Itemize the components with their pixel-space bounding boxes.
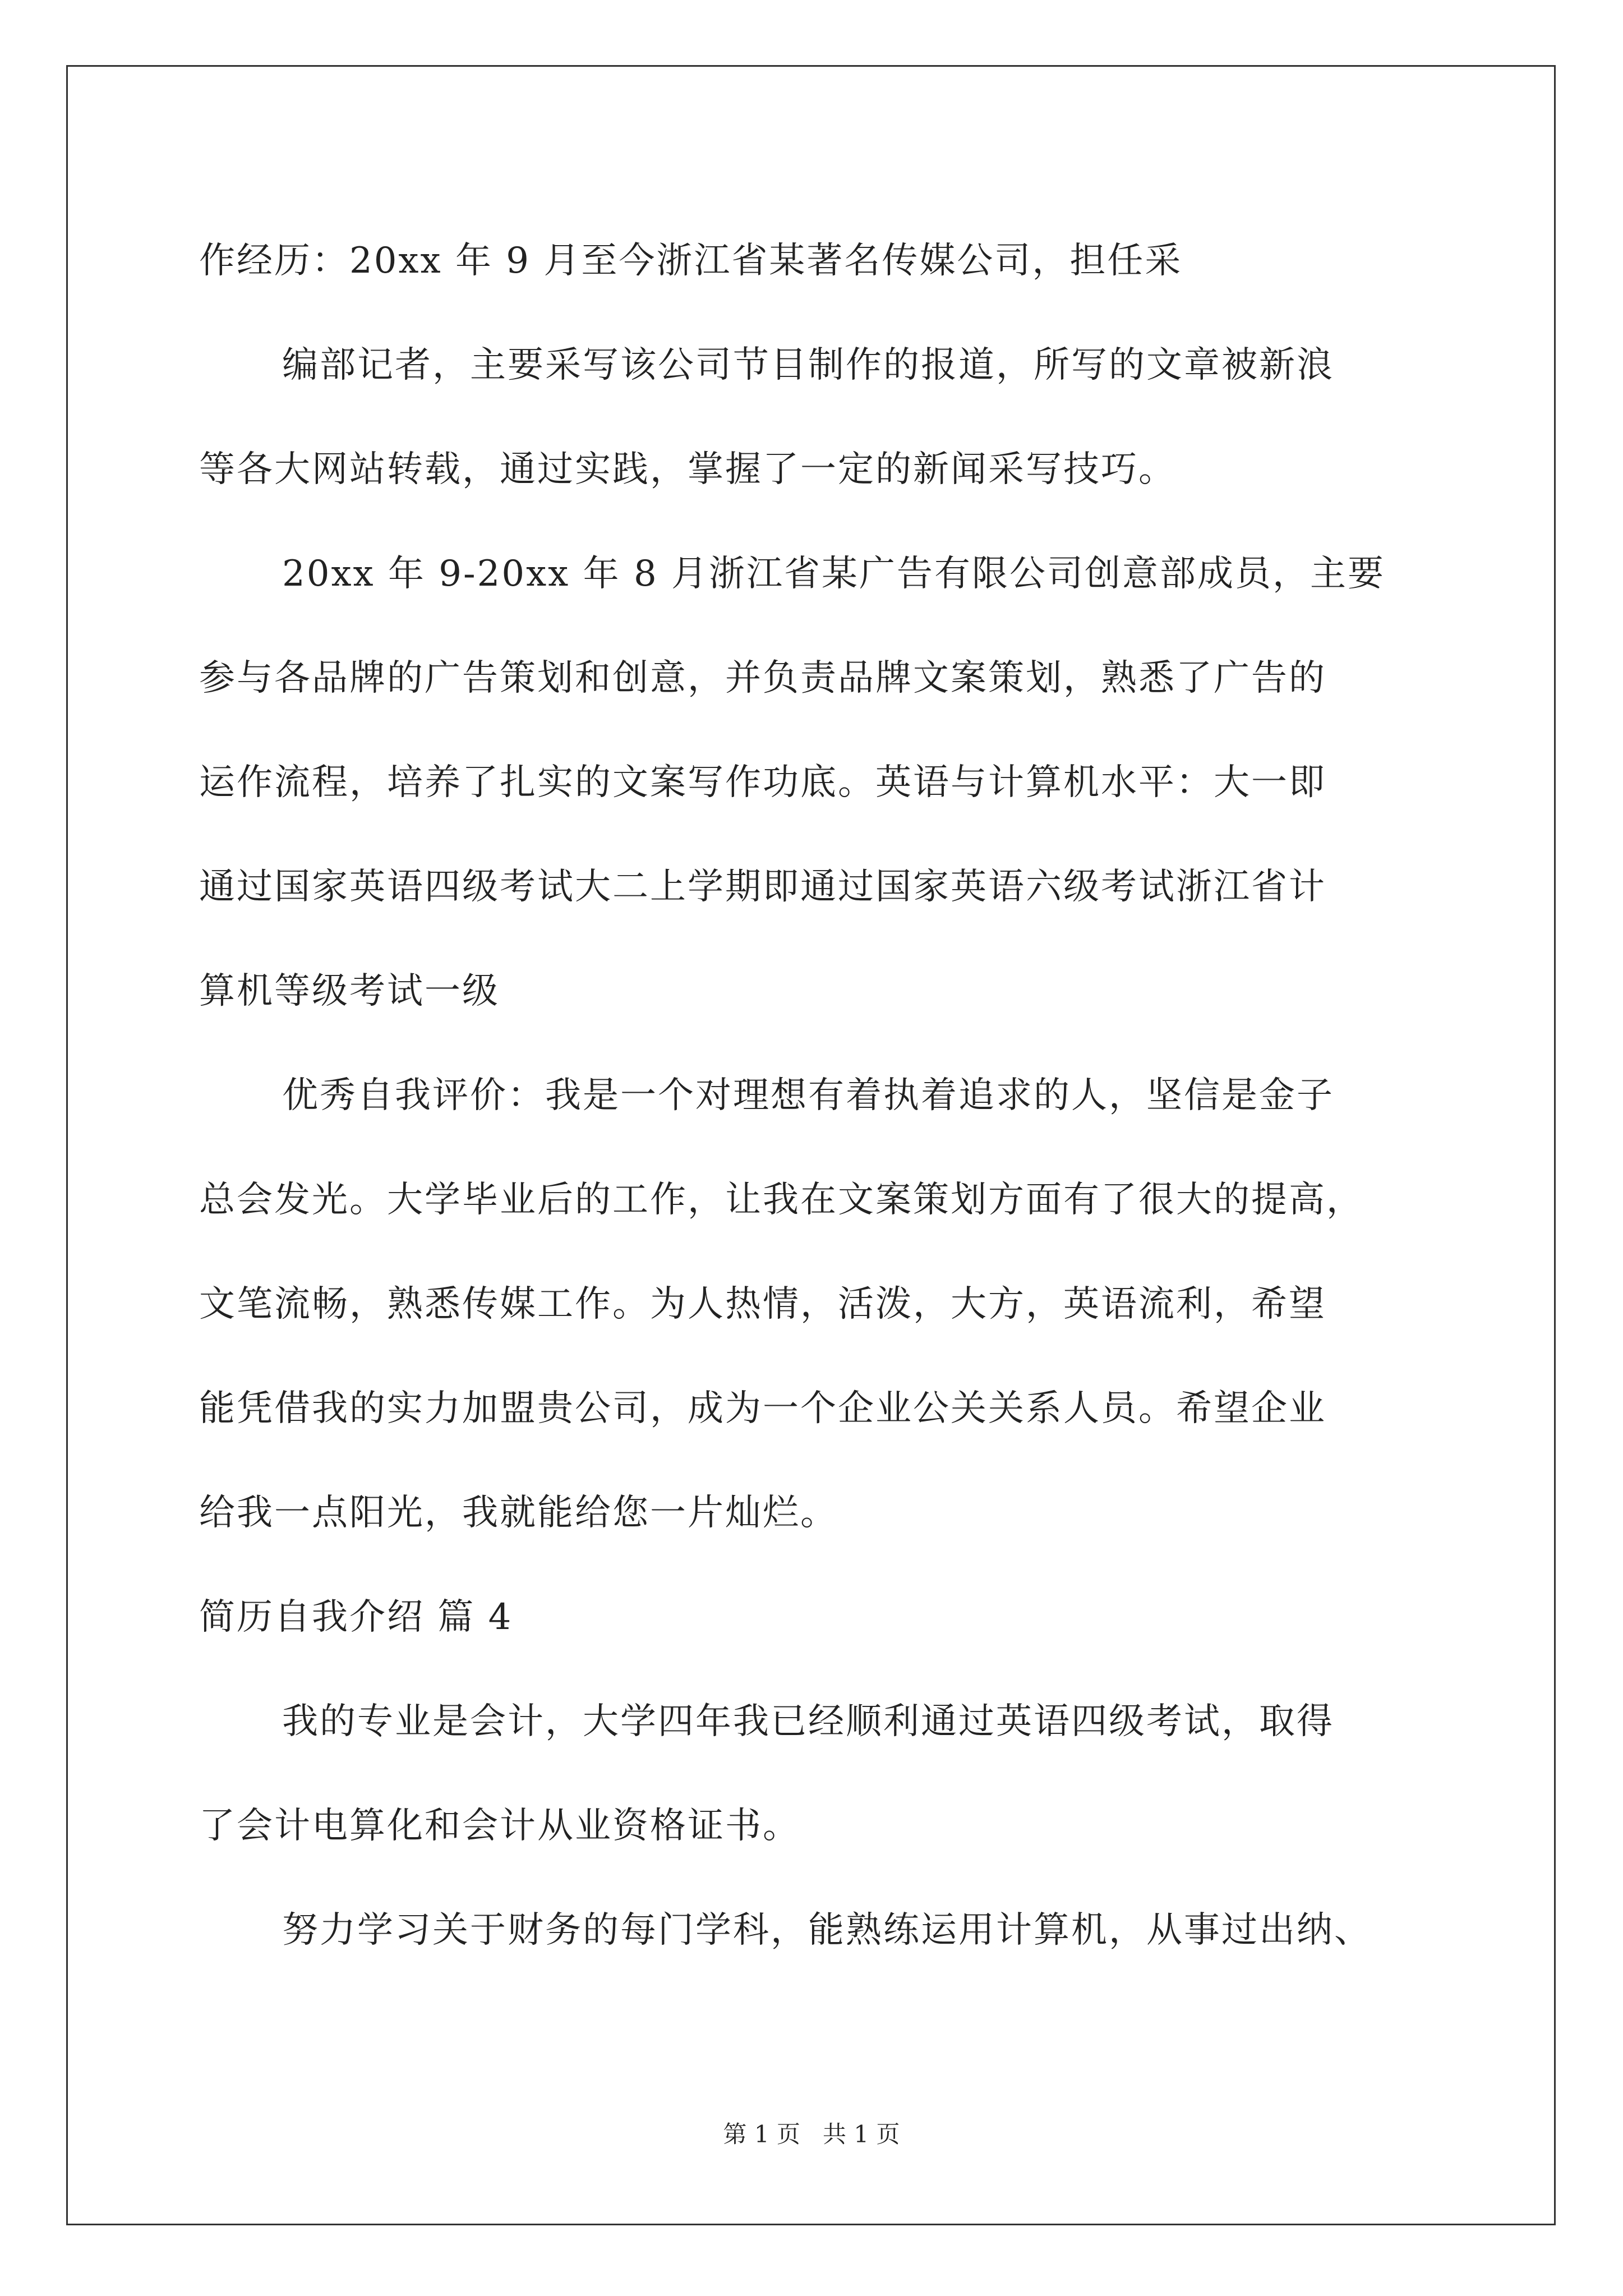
section-heading: 简历自我介绍 篇 4 [199,1596,513,1638]
paragraph-start: 优秀自我评价：我是一个对理想有着执着追求的人，坚信是金子 [282,1075,1334,1116]
text-line: 总会发光。大学毕业后的工作，让我在文案策划方面有了很大的提高， [199,1179,1364,1221]
page-footer: 第 1 页 共 1 页 [723,2120,900,2148]
text-line: 文笔流畅，熟悉传媒工作。为人热情，活泼，大方，英语流利，希望 [199,1283,1326,1325]
text-line: 运作流程，培养了扎实的文案写作功底。英语与计算机水平：大一即 [199,762,1326,803]
text-line: 了会计电算化和会计从业资格证书。 [199,1805,800,1847]
text-line: 能凭借我的实力加盟贵公司，成为一个企业公关关系人员。希望企业 [199,1388,1326,1429]
paragraph-start: 编部记者，主要采写该公司节目制作的报道，所写的文章被新浪 [282,344,1334,386]
text-line: 作经历：20xx 年 9 月至今浙江省某著名传媒公司，担任采 [199,240,1183,282]
text-line: 等各大网站转载，通过实践，掌握了一定的新闻采写技巧。 [199,449,1176,490]
text-line: 给我一点阳光，我就能给您一片灿烂。 [199,1492,838,1534]
text-line: 参与各品牌的广告策划和创意，并负责品牌文案策划，熟悉了广告的 [199,657,1326,699]
text-line: 通过国家英语四级考试大二上学期即通过国家英语六级考试浙江省计 [199,866,1326,908]
paragraph-start: 我的专业是会计，大学四年我已经顺利通过英语四级考试，取得 [282,1701,1334,1742]
text-line: 算机等级考试一级 [199,970,500,1012]
paragraph-start: 20xx 年 9-20xx 年 8 月浙江省某广告有限公司创意部成员，主要 [282,553,1386,595]
paragraph-start: 努力学习关于财务的每门学科，能熟练运用计算机，从事过出纳、 [282,1910,1372,1951]
document-body [199,209,1450,1982]
